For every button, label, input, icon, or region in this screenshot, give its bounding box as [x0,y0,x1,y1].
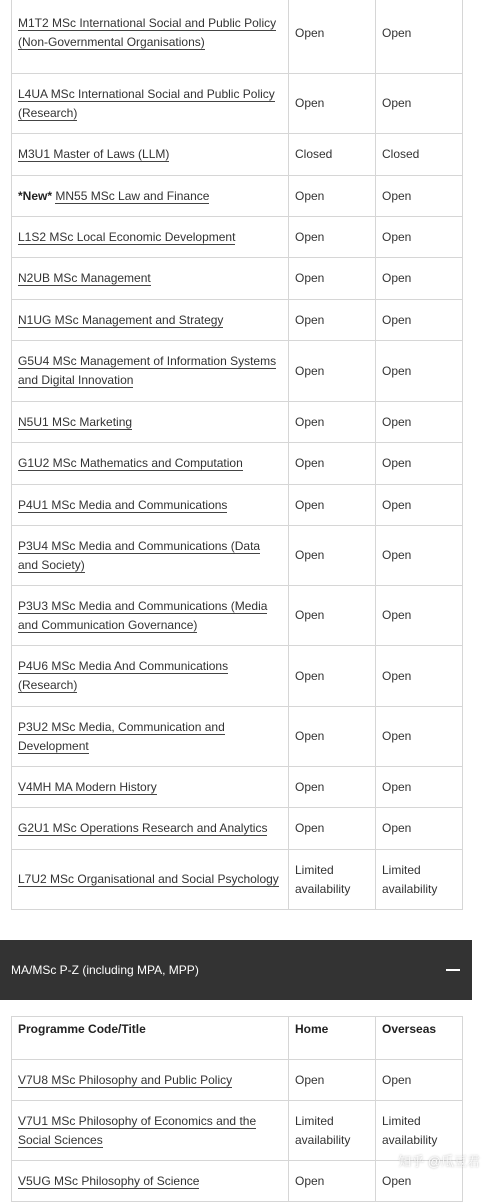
home-status: Open [289,1161,376,1202]
home-status: Open [289,217,376,258]
table-row [12,402,463,443]
table-row [12,485,463,526]
table-row [12,134,463,176]
home-status: Open [289,74,376,134]
overseas-status: Limited availability [376,850,463,910]
programme-cell [12,526,289,586]
programme-link[interactable]: P3U3 MSc Media and Communications (Media and Communication Governance) [18,598,268,632]
home-status: Open [289,767,376,808]
home-status: Open [289,341,376,402]
programme-cell [12,0,289,74]
programme-link[interactable]: V5UG MSc Philosophy of Science [18,1173,200,1188]
home-status: Open [289,526,376,586]
home-status: Open [289,1060,376,1101]
programme-link[interactable]: P3U4 MSc Media and Communications (Data and Society) [18,538,261,572]
programme-link[interactable]: V7U1 MSc Philosophy of Economics and the Social Sciences [18,1113,257,1147]
programme-link[interactable]: G1U2 MSc Mathematics and Computation [18,456,243,470]
programme-cell [12,485,289,526]
table-row [12,443,463,485]
home-status: Open [289,300,376,341]
header-programme: Programme Code/Title [12,1017,289,1060]
programme-table-a [11,0,463,910]
programme-link[interactable]: V4MH MA Modern History [18,779,157,794]
programme-cell [12,217,289,258]
programme-cell [12,341,289,402]
programme-cell [12,74,289,134]
programme-link[interactable]: V7U8 MSc Philosophy and Public Policy [18,1072,233,1087]
overseas-status: Open [376,341,463,402]
home-status: Open [289,586,376,646]
overseas-status: Open [376,258,463,300]
overseas-status: Limited availability [376,1101,463,1161]
overseas-status: Open [376,646,463,707]
overseas-status: Open [376,808,463,850]
table-row [12,74,463,134]
home-status: Limited availability [289,850,376,910]
programme-link[interactable]: M1T2 MSc International Social and Public Policy (Non-Governmental Organisations) [18,16,277,49]
home-status: Open [289,402,376,443]
overseas-status: Open [376,300,463,341]
programme-link[interactable]: M3U1 Master of Laws (LLM) [18,147,170,161]
programme-cell [12,850,289,910]
overseas-status: Open [376,485,463,526]
programme-link[interactable]: L7U2 MSc Organisational and Social Psychology [18,872,279,886]
programme-cell [12,1101,289,1161]
home-status: Open [289,485,376,526]
programme-link[interactable]: L4UA MSc International Social and Public Policy (Research) [18,86,275,120]
programme-link[interactable]: MN55 MSc Law and Finance [55,188,210,203]
table-row [12,646,463,707]
programme-link[interactable]: G5U4 MSc Management of Information Systems and Digital Innovation [18,354,277,387]
home-status: Open [289,258,376,300]
overseas-status: Open [376,1060,463,1101]
programme-cell [12,646,289,707]
programme-cell [12,258,289,300]
overseas-status: Open [376,707,463,767]
home-status: Open [289,176,376,217]
programme-cell [12,176,289,217]
programme-link[interactable]: N5U1 MSc Marketing [18,414,133,429]
programme-link[interactable]: P4U1 MSc Media and Communications [18,497,228,512]
overseas-status: Open [376,1161,463,1202]
overseas-status: Closed [376,134,463,176]
table-row [12,1060,463,1101]
table-row [12,707,463,767]
overseas-status: Open [376,443,463,485]
table-row [12,1161,463,1202]
home-status: Open [289,0,376,74]
home-status: Closed [289,134,376,176]
accordion-header-p-z[interactable] [0,940,472,1000]
accordion-title: MA/MSc P-Z (including MPA, MPP) [11,963,199,977]
table-row [12,1101,463,1161]
header-home: Home [289,1017,376,1060]
programme-cell [12,443,289,485]
table-row [12,0,463,74]
new-badge: *New* [18,188,53,203]
table-row [12,526,463,586]
programme-link[interactable]: G2U1 MSc Operations Research and Analytics [18,821,268,835]
programme-cell [12,402,289,443]
overseas-status: Open [376,176,463,217]
programme-link[interactable]: L1S2 MSc Local Economic Development [18,229,236,244]
table-row [12,258,463,300]
table-row [12,217,463,258]
overseas-status: Open [376,586,463,646]
programme-cell [12,1060,289,1101]
home-status: Open [289,443,376,485]
overseas-status: Open [376,526,463,586]
watermark-text: 知乎 @瓜豆君 [398,1154,480,1169]
table-row [12,767,463,808]
programme-link[interactable]: P4U6 MSc Media And Communications (Research) [18,659,229,692]
overseas-status: Open [376,0,463,74]
programme-cell [12,586,289,646]
programme-table-b [11,1016,463,1202]
home-status: Open [289,808,376,850]
overseas-status: Open [376,74,463,134]
programme-cell [12,707,289,767]
programme-cell [12,767,289,808]
home-status: Limited availability [289,1101,376,1161]
table-row [12,850,463,910]
table-row [12,176,463,217]
programme-cell [12,300,289,341]
overseas-status: Open [376,767,463,808]
home-status: Open [289,707,376,767]
programme-link[interactable]: N1UG MSc Management and Strategy [18,312,224,327]
header-overseas: Overseas [376,1017,463,1060]
collapse-minus-icon[interactable] [446,969,460,971]
table-row [12,586,463,646]
table-header-row [12,1017,463,1060]
table-row [12,341,463,402]
table-row [12,808,463,850]
programme-cell [12,134,289,176]
table-row [12,300,463,341]
programme-link[interactable]: N2UB MSc Management [18,271,151,285]
overseas-status: Open [376,217,463,258]
home-status: Open [289,646,376,707]
overseas-status: Open [376,402,463,443]
programme-cell [12,1161,289,1202]
programme-cell [12,808,289,850]
programme-link[interactable]: P3U2 MSc Media, Communication and Development [18,719,225,753]
